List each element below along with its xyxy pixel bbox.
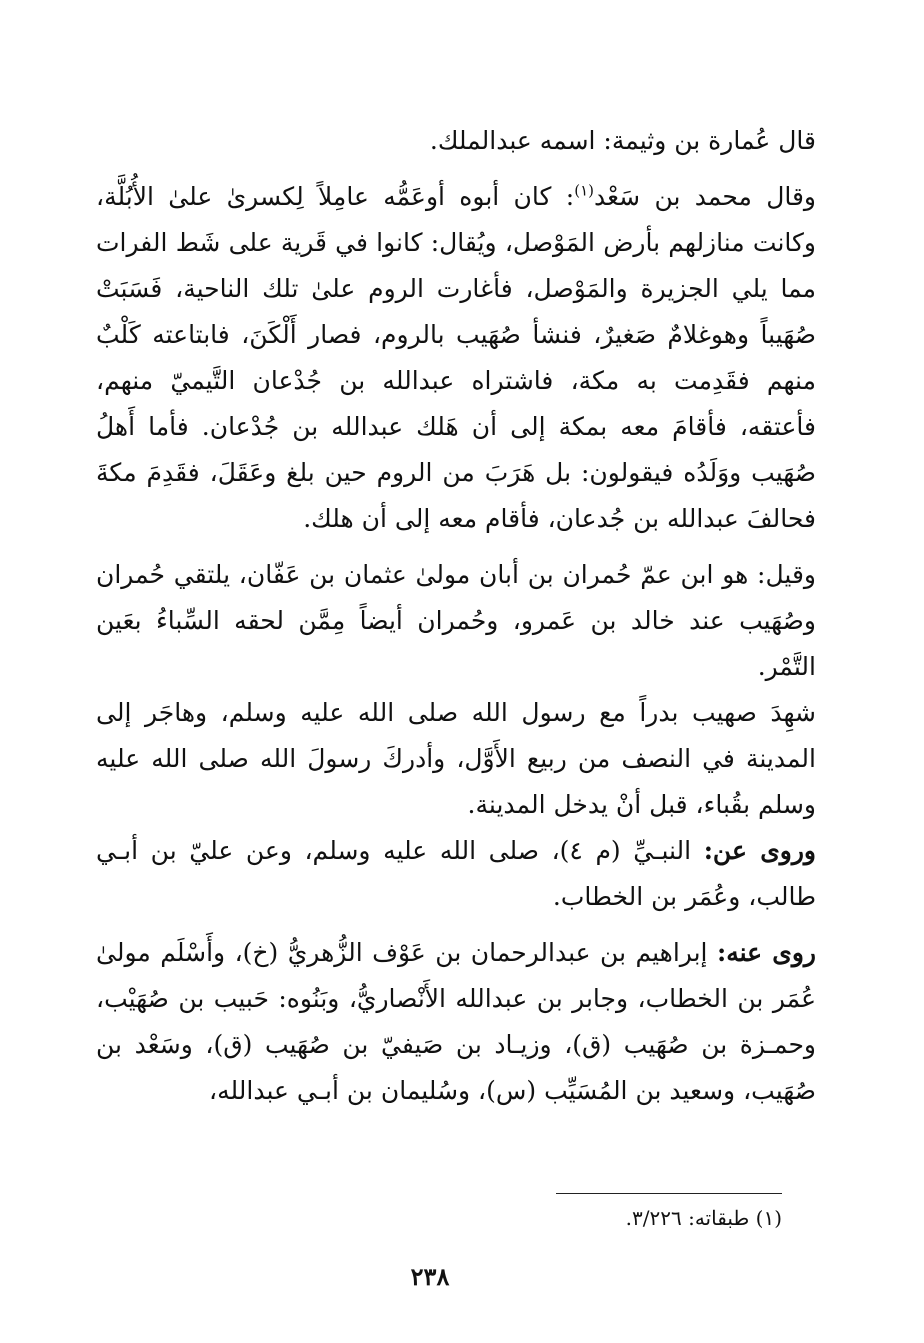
page-number: ٢٣٨	[410, 1262, 450, 1291]
paragraph-2-continuation: : كان أبوه أوعَمُّه عامِلاً لِكسرىٰ علىٰ الأُبُلَّة، وكانت منازلهم بأرض المَوْصل، ويُقال: كانوا في قَرية على شَط الفرات مما يلي الجزيرة والمَوْصل، فأغارت الروم علىٰ تلك الناحية، فَسَبَتْ صُهَيباً وهوغلامٌ صَغيرٌ، فنشأ صُهَيب بالروم، فصار أَلْكَنَ، فابتاعته كَلْبٌ منهم فقَدِمت به مكة، فاشتراه عبدالله بن جُدْعان التَّيميّ منهم، فأعتقه، فأقامَ معه بمكة إلى أن هَلك عبدالله بن جُدْعان. فأما أَهلُ صُهَيب ووَلَدُه فيقولون: بل هَرَبَ من الروم حين بلغ وعَقَلَ، فقَدِمَ مكةَ فحالفَ عبدالله بن جُدعان، فأقام معه إلى أن هلك.	[96, 182, 816, 533]
paragraph-5	[96, 828, 816, 920]
paragraph-1	[96, 118, 816, 164]
paragraph-6	[96, 930, 816, 1114]
paragraph-6-text: إبراهيم بن عبدالرحمان بن عَوْف الزُّهريُّ (خ)، وأَسْلَم مولىٰ عُمَر بن الخطاب، وجابر بن عبدالله الأَنْصاريُّ، وبَنُوه: حَبيب بن صُهَيْب، وحمـزة بن صُهَيب (ق)، وزيـاد بن صَيفيّ بن صُهَيب (ق)، وسَعْد بن صُهَيب، وسعيد بن المُسَيِّب (س)، وسُليمان بن أبـي عبدالله،	[96, 938, 816, 1105]
paragraph-5-text: النبـيِّ (م ٤)، صلى الله عليه وسلم، وعن عليّ بن أبـي طالب، وعُمَر بن الخطاب.	[96, 836, 816, 911]
paragraph-2-text: وقال محمد بن سَعْد	[593, 182, 817, 211]
narrated-from-label: وروى عن:	[703, 836, 817, 865]
paragraph-4-text: شهِدَ صهيب بدراً مع رسول الله صلى الله عليه وسلم، وهاجَر إلى المدينة في النصف من ربيع الأَوَّل، وأدركَ رسولَ الله صلى الله عليه وسلم بقُباء، قبل أنْ يدخل المدينة.	[96, 698, 816, 819]
footnote-reference[interactable]: (١)	[574, 181, 594, 200]
paragraph-1-text: قال عُمارة بن وثيمة: اسمه عبدالملك.	[429, 126, 816, 155]
paragraph-3-text: وقيل: هو ابن عمّ حُمران بن أبان مولىٰ عثمان بن عَفّان، يلتقي حُمران وصُهَيب عند خالد بن عَمرو، وحُمران أيضاً مِمَّن لحقه السِّباءُ بعَين التَّمْر.	[96, 560, 816, 681]
narrated-by-label: روى عنه:	[716, 938, 816, 967]
main-text	[96, 118, 816, 1114]
footnote-divider	[556, 1193, 782, 1194]
paragraph-4	[96, 690, 816, 828]
paragraph-2	[96, 174, 816, 542]
paragraph-3	[96, 552, 816, 690]
footnote: (١) طبقاته: ٣/٢٢٦.	[625, 1206, 782, 1230]
